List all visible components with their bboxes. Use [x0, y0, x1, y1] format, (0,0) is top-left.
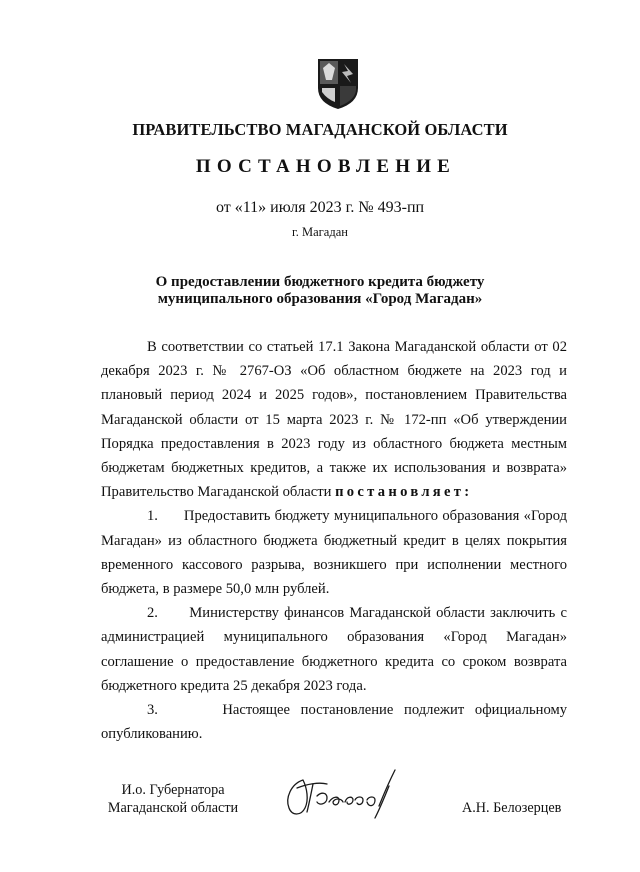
- preamble-paragraph: [101, 335, 567, 504]
- resolves-word: постановляет: [335, 484, 465, 501]
- signer-name: А.Н. Белозерцев: [462, 800, 562, 816]
- organization-name: ПРАВИТЕЛЬСТВО МАГАДАНСКОЙ ОБЛАСТИ: [132, 120, 508, 139]
- list-item-text: Министерству финансов Магаданской области заключить с администрацией муниципального образования «Город Магадан» соглашение о предоставление бюджетного кредита со сроком возврата бюджетного кредита 25 декабря 2023 года.: [101, 605, 567, 694]
- list-item-1: [101, 504, 567, 601]
- document-type: ПОСТАНОВЛЕНИЕ: [195, 156, 457, 177]
- subject-line-2: муниципального образования «Город Магадан»: [157, 291, 483, 307]
- preamble-text: В соответствии со статьей 17.1 Закона Магаданской области от 02 декабря 2023 г. № 2767-ОЗ «Об областном бюджете на 2023 год и плановый период 2024 и 2025 годов», постановлением Правительства Магаданской области от 15 марта 2023 г. № 172-пп «Об утверждении Порядка предоставления в 2023 году из областного бюджета местным бюджетам бюджетных кредитов, а также их использования и возврата» Правительство Магаданской области: [101, 339, 567, 501]
- handwritten-signature: [283, 766, 408, 826]
- list-item-text: Предоставить бюджету муниципального образования «Город Магадан» из областного бюджета бюджетный кредит в целях покрытия временного кассового разрыва, возникшего при исполнении местного бюджета, в размере 50,0 млн рублей.: [101, 508, 567, 598]
- signer-position-line-1: И.о. Губернатора: [121, 782, 225, 798]
- signer-position: [88, 781, 258, 817]
- list-item-2: [101, 601, 567, 698]
- list-item-number: 3.: [147, 702, 158, 719]
- magadan-coat-of-arms-icon: [317, 58, 359, 110]
- document-city: г. Магадан: [292, 225, 348, 239]
- list-item-text: Настоящее постановление подлежит официальному опубликованию.: [101, 702, 568, 743]
- document-body: [101, 335, 567, 746]
- subject-line-1: О предоставлении бюджетного кредита бюджету: [155, 274, 485, 290]
- list-item-number: 1.: [147, 508, 158, 525]
- list-item-3: [101, 698, 567, 746]
- list-item-number: 2.: [147, 605, 158, 622]
- signer-position-line-2: Магаданской области: [107, 800, 239, 816]
- document-subject: [0, 274, 640, 308]
- document-date-number: от «11» июля 2023 г. № 493-пп: [215, 199, 425, 216]
- resolves-colon: :: [464, 484, 473, 501]
